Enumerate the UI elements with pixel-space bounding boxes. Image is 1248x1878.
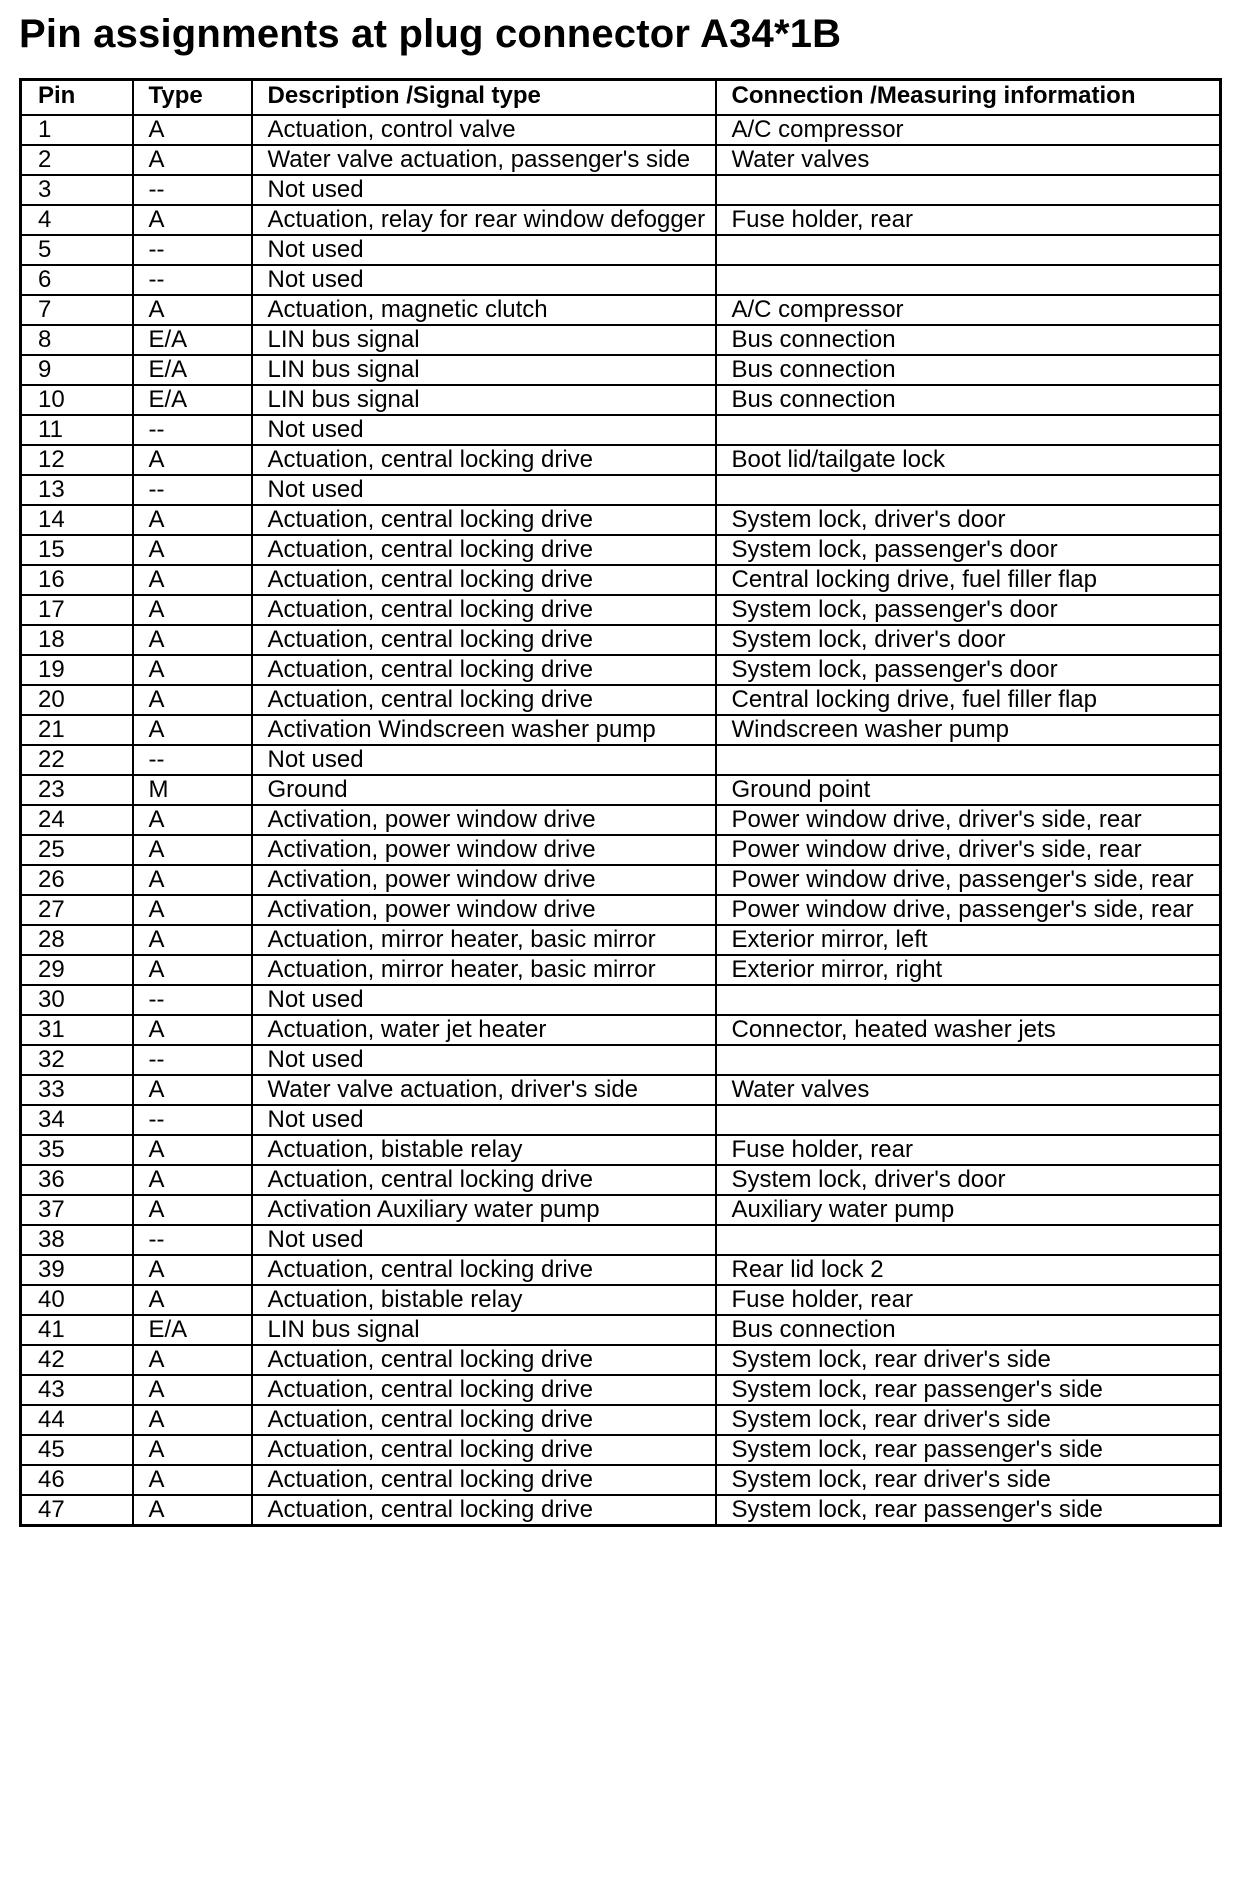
type-cell: A (133, 1195, 252, 1225)
description-cell: Activation, power window drive (252, 805, 716, 835)
type-cell: A (133, 1405, 252, 1435)
connection-cell: System lock, driver's door (716, 625, 1221, 655)
table-row (21, 115, 1221, 145)
table-row (21, 415, 1221, 445)
table-row (21, 295, 1221, 325)
pin-assignment-table (19, 78, 1222, 1527)
connection-cell: Bus connection (716, 385, 1221, 415)
connection-cell (716, 235, 1221, 265)
description-cell: Actuation, central locking drive (252, 1165, 716, 1195)
connection-cell (716, 745, 1221, 775)
connection-cell: Exterior mirror, left (716, 925, 1221, 955)
type-cell: A (133, 805, 252, 835)
connection-cell: System lock, rear driver's side (716, 1405, 1221, 1435)
pin-cell: 18 (21, 625, 133, 655)
pin-cell: 45 (21, 1435, 133, 1465)
description-cell: Not used (252, 1225, 716, 1255)
description-cell: Actuation, central locking drive (252, 625, 716, 655)
type-cell: A (133, 1465, 252, 1495)
type-cell: M (133, 775, 252, 805)
pin-cell: 46 (21, 1465, 133, 1495)
table-row (21, 1045, 1221, 1075)
description-cell: Not used (252, 745, 716, 775)
table-row (21, 955, 1221, 985)
pin-cell: 15 (21, 535, 133, 565)
pin-cell: 17 (21, 595, 133, 625)
table-row (21, 895, 1221, 925)
table-row (21, 505, 1221, 535)
pin-cell: 13 (21, 475, 133, 505)
type-cell: A (133, 1345, 252, 1375)
connection-cell (716, 265, 1221, 295)
pin-cell: 24 (21, 805, 133, 835)
type-cell: -- (133, 985, 252, 1015)
type-cell: A (133, 715, 252, 745)
type-cell: A (133, 1135, 252, 1165)
pin-cell: 43 (21, 1375, 133, 1405)
description-cell: Actuation, bistable relay (252, 1285, 716, 1315)
table-row (21, 1435, 1221, 1465)
table-row (21, 685, 1221, 715)
table-row (21, 595, 1221, 625)
connection-cell: Boot lid/tailgate lock (716, 445, 1221, 475)
description-cell: Actuation, central locking drive (252, 1465, 716, 1495)
type-cell: A (133, 685, 252, 715)
table-row (21, 805, 1221, 835)
pin-cell: 14 (21, 505, 133, 535)
table-row (21, 1405, 1221, 1435)
description-cell: LIN bus signal (252, 1315, 716, 1345)
type-cell: A (133, 655, 252, 685)
table-row (21, 1285, 1221, 1315)
description-cell: Actuation, central locking drive (252, 685, 716, 715)
description-cell: Not used (252, 265, 716, 295)
type-cell: -- (133, 745, 252, 775)
pin-cell: 47 (21, 1495, 133, 1526)
pin-cell: 32 (21, 1045, 133, 1075)
page-title: Pin assignments at plug connector A34*1B (19, 12, 842, 56)
pin-cell: 26 (21, 865, 133, 895)
connection-cell: Bus connection (716, 355, 1221, 385)
description-cell: Actuation, central locking drive (252, 1405, 716, 1435)
connection-cell: Fuse holder, rear (716, 1135, 1221, 1165)
type-cell: A (133, 565, 252, 595)
description-cell: Ground (252, 775, 716, 805)
pin-cell: 40 (21, 1285, 133, 1315)
connection-cell: Power window drive, driver's side, rear (716, 805, 1221, 835)
type-cell: -- (133, 1045, 252, 1075)
description-cell: Activation Auxiliary water pump (252, 1195, 716, 1225)
type-cell: A (133, 955, 252, 985)
connection-cell: Ground point (716, 775, 1221, 805)
connection-cell: Power window drive, passenger's side, rear (716, 895, 1221, 925)
header-connection: Connection /Measuring information (716, 80, 1221, 116)
table-row (21, 745, 1221, 775)
table-row (21, 475, 1221, 505)
description-cell: Actuation, central locking drive (252, 535, 716, 565)
table-row (21, 655, 1221, 685)
description-cell: Actuation, central locking drive (252, 1345, 716, 1375)
description-cell: Actuation, magnetic clutch (252, 295, 716, 325)
table-row (21, 1495, 1221, 1526)
table-row (21, 145, 1221, 175)
type-cell: E/A (133, 385, 252, 415)
pin-cell: 29 (21, 955, 133, 985)
description-cell: Not used (252, 985, 716, 1015)
table-row (21, 835, 1221, 865)
type-cell: -- (133, 1105, 252, 1135)
pin-cell: 19 (21, 655, 133, 685)
header-type: Type (133, 80, 252, 116)
description-cell: Not used (252, 175, 716, 205)
type-cell: A (133, 535, 252, 565)
connection-cell: System lock, rear passenger's side (716, 1435, 1221, 1465)
pin-cell: 16 (21, 565, 133, 595)
description-cell: Activation, power window drive (252, 865, 716, 895)
connection-cell: Fuse holder, rear (716, 1285, 1221, 1315)
connection-cell: System lock, rear passenger's side (716, 1495, 1221, 1526)
type-cell: A (133, 115, 252, 145)
description-cell: Actuation, central locking drive (252, 1255, 716, 1285)
table-row (21, 985, 1221, 1015)
type-cell: A (133, 505, 252, 535)
pin-cell: 38 (21, 1225, 133, 1255)
description-cell: Not used (252, 475, 716, 505)
connection-cell: Windscreen washer pump (716, 715, 1221, 745)
pin-cell: 28 (21, 925, 133, 955)
description-cell: Not used (252, 235, 716, 265)
table-row (21, 715, 1221, 745)
description-cell: Actuation, bistable relay (252, 1135, 716, 1165)
description-cell: Not used (252, 415, 716, 445)
pin-cell: 35 (21, 1135, 133, 1165)
pin-cell: 36 (21, 1165, 133, 1195)
connection-cell (716, 1225, 1221, 1255)
description-cell: LIN bus signal (252, 325, 716, 355)
table-row (21, 385, 1221, 415)
connection-cell: A/C compressor (716, 115, 1221, 145)
table-row (21, 1015, 1221, 1045)
pin-cell: 31 (21, 1015, 133, 1045)
pin-cell: 39 (21, 1255, 133, 1285)
connection-cell: Connector, heated washer jets (716, 1015, 1221, 1045)
description-cell: Not used (252, 1045, 716, 1075)
table-row (21, 925, 1221, 955)
table-row (21, 1255, 1221, 1285)
description-cell: Actuation, mirror heater, basic mirror (252, 955, 716, 985)
pin-cell: 22 (21, 745, 133, 775)
pin-cell: 2 (21, 145, 133, 175)
connection-cell: System lock, passenger's door (716, 655, 1221, 685)
table-row (21, 1315, 1221, 1345)
description-cell: Not used (252, 1105, 716, 1135)
table-row (21, 865, 1221, 895)
type-cell: A (133, 1075, 252, 1105)
type-cell: -- (133, 415, 252, 445)
type-cell: -- (133, 475, 252, 505)
table-row (21, 1375, 1221, 1405)
connection-cell: Rear lid lock 2 (716, 1255, 1221, 1285)
table-row (21, 565, 1221, 595)
pin-cell: 6 (21, 265, 133, 295)
pin-cell: 5 (21, 235, 133, 265)
type-cell: A (133, 1375, 252, 1405)
pin-cell: 21 (21, 715, 133, 745)
table-row (21, 1135, 1221, 1165)
type-cell: A (133, 1435, 252, 1465)
description-cell: Actuation, central locking drive (252, 445, 716, 475)
pin-cell: 7 (21, 295, 133, 325)
table-row (21, 235, 1221, 265)
connection-cell: A/C compressor (716, 295, 1221, 325)
table-header-row (21, 80, 1221, 116)
connection-cell: Exterior mirror, right (716, 955, 1221, 985)
description-cell: Actuation, central locking drive (252, 595, 716, 625)
pin-cell: 23 (21, 775, 133, 805)
connection-cell (716, 1045, 1221, 1075)
pin-cell: 44 (21, 1405, 133, 1435)
header-description: Description /Signal type (252, 80, 716, 116)
type-cell: A (133, 205, 252, 235)
pin-cell: 25 (21, 835, 133, 865)
connection-cell: System lock, passenger's door (716, 595, 1221, 625)
type-cell: A (133, 1285, 252, 1315)
description-cell: Activation Windscreen washer pump (252, 715, 716, 745)
table-row (21, 445, 1221, 475)
description-cell: Actuation, relay for rear window defogger (252, 205, 716, 235)
description-cell: LIN bus signal (252, 385, 716, 415)
pin-cell: 42 (21, 1345, 133, 1375)
connection-cell: Central locking drive, fuel filler flap (716, 565, 1221, 595)
table-row (21, 535, 1221, 565)
pin-cell: 41 (21, 1315, 133, 1345)
description-cell: Activation, power window drive (252, 835, 716, 865)
description-cell: Actuation, mirror heater, basic mirror (252, 925, 716, 955)
connection-cell: System lock, passenger's door (716, 535, 1221, 565)
type-cell: A (133, 595, 252, 625)
type-cell: A (133, 835, 252, 865)
connection-cell: System lock, driver's door (716, 1165, 1221, 1195)
table-row (21, 775, 1221, 805)
pin-cell: 1 (21, 115, 133, 145)
table-row (21, 1105, 1221, 1135)
pin-cell: 3 (21, 175, 133, 205)
type-cell: A (133, 925, 252, 955)
table-row (21, 1195, 1221, 1225)
table-row (21, 265, 1221, 295)
pin-cell: 10 (21, 385, 133, 415)
pin-cell: 37 (21, 1195, 133, 1225)
description-cell: Water valve actuation, driver's side (252, 1075, 716, 1105)
type-cell: A (133, 865, 252, 895)
connection-cell: System lock, rear driver's side (716, 1345, 1221, 1375)
type-cell: -- (133, 265, 252, 295)
connection-cell: Auxiliary water pump (716, 1195, 1221, 1225)
description-cell: Actuation, central locking drive (252, 1375, 716, 1405)
type-cell: A (133, 1495, 252, 1526)
type-cell: A (133, 445, 252, 475)
pin-cell: 9 (21, 355, 133, 385)
pin-cell: 11 (21, 415, 133, 445)
description-cell: Water valve actuation, passenger's side (252, 145, 716, 175)
connection-cell: Water valves (716, 145, 1221, 175)
table-row (21, 625, 1221, 655)
description-cell: Activation, power window drive (252, 895, 716, 925)
table-body (21, 115, 1221, 1526)
connection-cell: Central locking drive, fuel filler flap (716, 685, 1221, 715)
table-row (21, 1225, 1221, 1255)
connection-cell (716, 1105, 1221, 1135)
table-row (21, 355, 1221, 385)
pin-cell: 33 (21, 1075, 133, 1105)
type-cell: E/A (133, 355, 252, 385)
description-cell: Actuation, control valve (252, 115, 716, 145)
pin-cell: 30 (21, 985, 133, 1015)
table-row (21, 205, 1221, 235)
connection-cell: System lock, rear driver's side (716, 1465, 1221, 1495)
table-row (21, 175, 1221, 205)
connection-cell (716, 475, 1221, 505)
type-cell: A (133, 625, 252, 655)
description-cell: Actuation, water jet heater (252, 1015, 716, 1045)
connection-cell (716, 415, 1221, 445)
type-cell: A (133, 895, 252, 925)
header-pin: Pin (21, 80, 133, 116)
type-cell: A (133, 295, 252, 325)
pin-cell: 34 (21, 1105, 133, 1135)
connection-cell: Water valves (716, 1075, 1221, 1105)
connection-cell: Bus connection (716, 1315, 1221, 1345)
pin-cell: 20 (21, 685, 133, 715)
table-row (21, 1345, 1221, 1375)
description-cell: Actuation, central locking drive (252, 505, 716, 535)
description-cell: Actuation, central locking drive (252, 655, 716, 685)
pin-cell: 12 (21, 445, 133, 475)
connection-cell: System lock, driver's door (716, 505, 1221, 535)
pin-cell: 4 (21, 205, 133, 235)
connection-cell: Power window drive, passenger's side, rear (716, 865, 1221, 895)
type-cell: A (133, 1165, 252, 1195)
pin-cell: 27 (21, 895, 133, 925)
table-row (21, 1075, 1221, 1105)
description-cell: Actuation, central locking drive (252, 565, 716, 595)
connection-cell (716, 985, 1221, 1015)
description-cell: Actuation, central locking drive (252, 1435, 716, 1465)
table-row (21, 325, 1221, 355)
type-cell: E/A (133, 1315, 252, 1345)
description-cell: LIN bus signal (252, 355, 716, 385)
pin-cell: 8 (21, 325, 133, 355)
type-cell: A (133, 1255, 252, 1285)
connection-cell: Bus connection (716, 325, 1221, 355)
type-cell: -- (133, 175, 252, 205)
type-cell: A (133, 145, 252, 175)
type-cell: E/A (133, 325, 252, 355)
connection-cell: Fuse holder, rear (716, 205, 1221, 235)
connection-cell: System lock, rear passenger's side (716, 1375, 1221, 1405)
table-row (21, 1465, 1221, 1495)
connection-cell (716, 175, 1221, 205)
table-row (21, 1165, 1221, 1195)
type-cell: -- (133, 1225, 252, 1255)
description-cell: Actuation, central locking drive (252, 1495, 716, 1526)
type-cell: -- (133, 235, 252, 265)
type-cell: A (133, 1015, 252, 1045)
connection-cell: Power window drive, driver's side, rear (716, 835, 1221, 865)
